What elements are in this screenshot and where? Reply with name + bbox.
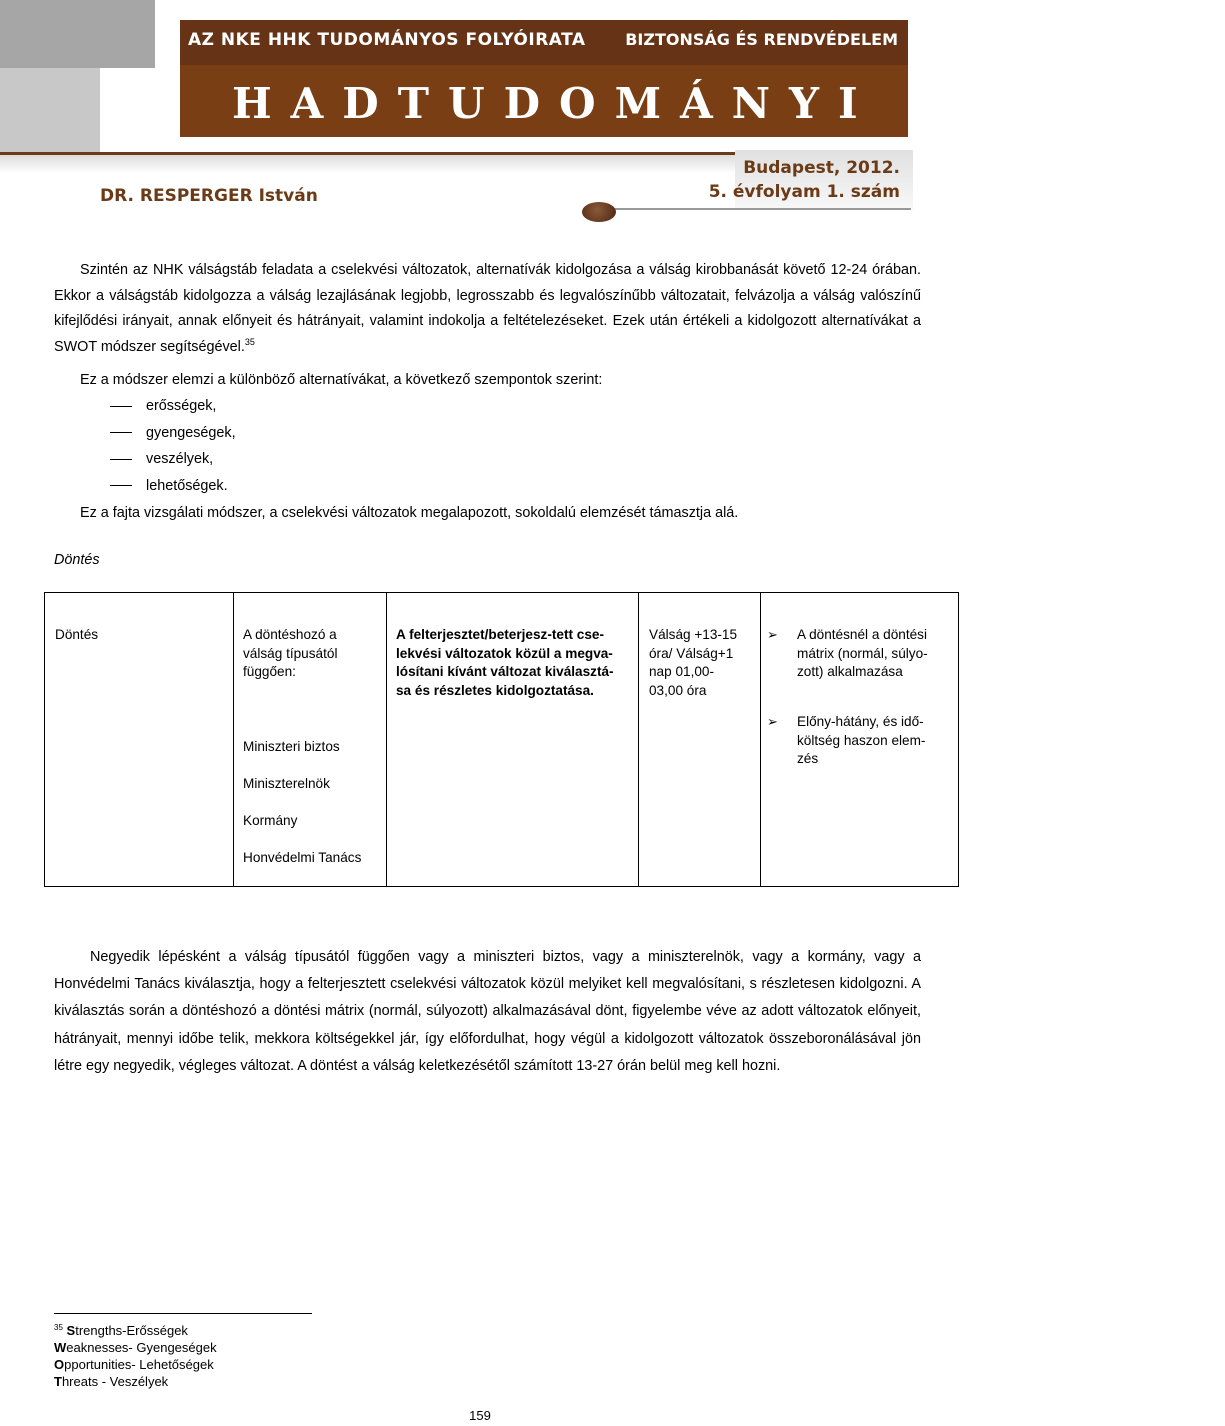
header-ornament-ball	[582, 202, 616, 222]
header-underline	[615, 208, 911, 210]
cell-line: lósítani kívánt változat kiválasztá-	[396, 664, 614, 679]
footnote-text: trengths-Erősségek	[75, 1323, 188, 1338]
cell-line: lekvési változatok közül a megva-	[396, 645, 613, 661]
paragraph-2: Ez a módszer elemzi a különböző alternatívákat, a következő szempontok szerint:	[80, 372, 603, 388]
journal-section: BIZTONSÁG ÉS RENDVÉDELEM	[625, 30, 898, 49]
arrow-bullet-icon: ➢	[767, 714, 778, 729]
cell-line: A döntésnél a döntési	[797, 627, 927, 642]
footnote-ref: 35	[244, 336, 255, 347]
footnote-line	[54, 1339, 217, 1356]
footnote-initial: S	[66, 1323, 76, 1338]
table-cell-intro	[243, 626, 337, 682]
table-col-decision	[45, 593, 234, 886]
decision-table	[44, 592, 959, 887]
header-band-main	[180, 65, 1225, 137]
author-name: DR. RESPERGER István	[100, 186, 318, 206]
dash-bullet	[110, 432, 132, 433]
dash-bullet	[110, 485, 132, 486]
decision-maker-item: Miniszteri biztos	[243, 739, 340, 754]
list-item-label: veszélyek,	[146, 451, 214, 468]
table-cell-task	[396, 626, 614, 700]
header-band-top	[180, 20, 908, 65]
table-col-time	[639, 593, 761, 886]
list-item-label: lehetőségek.	[146, 477, 228, 494]
table-cell-method-a	[797, 626, 928, 682]
cell-line: 03,00 óra	[649, 682, 707, 698]
footnote-text: hreats - Veszélyek	[61, 1374, 169, 1389]
paragraph-1	[54, 258, 921, 360]
cell-line: Válság +13-15	[649, 627, 738, 642]
cell-line: zés	[797, 751, 819, 766]
footnote-line	[54, 1322, 217, 1339]
footnote-initial: T	[54, 1374, 62, 1389]
cell-line: sa és részletes kidolgoztatása.	[396, 682, 594, 698]
cell-line: nap 01,00-	[649, 664, 715, 679]
dash-bullet	[110, 459, 132, 460]
list-item-label: gyengeségek,	[146, 424, 236, 441]
swot-list	[110, 393, 236, 499]
cell-line: A felterjesztet/beterjesz-tett cse-	[396, 627, 605, 642]
decision-maker-item: Honvédelmi Tanács	[243, 850, 362, 865]
journal-title: HADTUDOMÁNYI SZEMLE	[232, 79, 1225, 128]
cell-line: mátrix (normál, súlyo-	[797, 645, 928, 661]
footnote-line	[54, 1356, 217, 1373]
cell-line: Előny-hátány, és idő-	[797, 714, 924, 729]
footnote-text: pportunities- Lehetőségek	[64, 1357, 214, 1372]
cell-line: válság típusától	[243, 645, 338, 661]
paragraph-4: Negyedik lépésként a válság típusától függően vagy a miniszteri biztos, vagy a miniszterelnök, vagy a kormány, vagy a Honvédelmi Tanács kiválasztja, hogy a felterjesztett cselekvési változatok közül melyiket kell megvalósítani, s részletesen kidolgozni. A kiválasztás során a döntéshozó a döntési mátrix (normál, súlyozott) alkalmazásával dönt, figyelembe véve az adott változatok előnyeit, hátrányait, mennyi időbe telik, mekkora költségekkel jár, így előfordulhat, hogy végül a kidolgozott változatok összeboronálásával jön létre egy negyedik, végleges változat. A döntést a válság keletkezésétől számított 13-27 órán belül meg kell hozni.	[54, 949, 921, 1074]
cell-line: költség haszon elem-	[797, 732, 926, 748]
header-decoration-gray	[0, 0, 155, 68]
list-item	[110, 420, 236, 447]
cell-line: függően:	[243, 664, 296, 679]
cell-line: óra/ Válság+1	[649, 645, 734, 661]
table-cell-method-b	[797, 713, 925, 769]
table-cell-decision: Döntés	[55, 627, 99, 642]
journal-name: AZ NKE HHK TUDOMÁNYOS FOLYÓIRATA	[188, 30, 586, 50]
footnote-line	[54, 1373, 217, 1390]
footnote-rule	[54, 1313, 312, 1314]
cell-line: zott) alkalmazása	[797, 664, 903, 679]
footnote-number: 35	[54, 1323, 63, 1332]
list-item	[110, 473, 236, 500]
footnote-initial: O	[54, 1357, 65, 1372]
place-date: Budapest, 2012.	[743, 158, 900, 178]
page-number: 159	[469, 1408, 491, 1423]
footnote-text: eaknesses- Gyengeségek	[66, 1340, 217, 1355]
table-col-decision-maker	[234, 593, 387, 886]
table-col-method	[761, 593, 959, 886]
section-title: Döntés	[54, 552, 100, 568]
table-col-task	[387, 593, 639, 886]
list-item	[110, 393, 236, 420]
list-item-label: erősségek,	[146, 398, 217, 415]
cell-line: A döntéshozó a	[243, 627, 337, 642]
table-cell-time	[649, 626, 737, 700]
header-decoration-gray-light	[0, 68, 100, 153]
dash-bullet	[110, 406, 132, 407]
arrow-bullet-icon: ➢	[767, 627, 778, 642]
issue-label: 5. évfolyam 1. szám	[708, 182, 900, 202]
paragraph-1-text: Szintén az NHK válságstáb feladata a cselekvési változatok, alternatívák kidolgozása a válság kirobbanását követő 12-24 órában. Ekkor a válságstáb kidolgozza a válság lezajlásának legjobb, legrosszabb és legvalószínűbb változatait, felvázolja a válság valószínű kifejlődési irányait, annak előnyeit és hátrányait, valamint indokolja a feltételezéseket. Ezek után értékeli a kidolgozott alternatívákat a SWOT módszer segítségével.	[54, 262, 921, 355]
footnote-initial: W	[54, 1340, 67, 1355]
paragraph-3: Ez a fajta vizsgálati módszer, a cselekvési változatok megalapozott, sokoldalú elemzését támasztja alá.	[80, 505, 739, 521]
footnote	[54, 1322, 217, 1390]
decision-maker-item: Kormány	[243, 813, 298, 828]
list-item	[110, 446, 236, 473]
decision-maker-item: Miniszterelnök	[243, 776, 330, 791]
